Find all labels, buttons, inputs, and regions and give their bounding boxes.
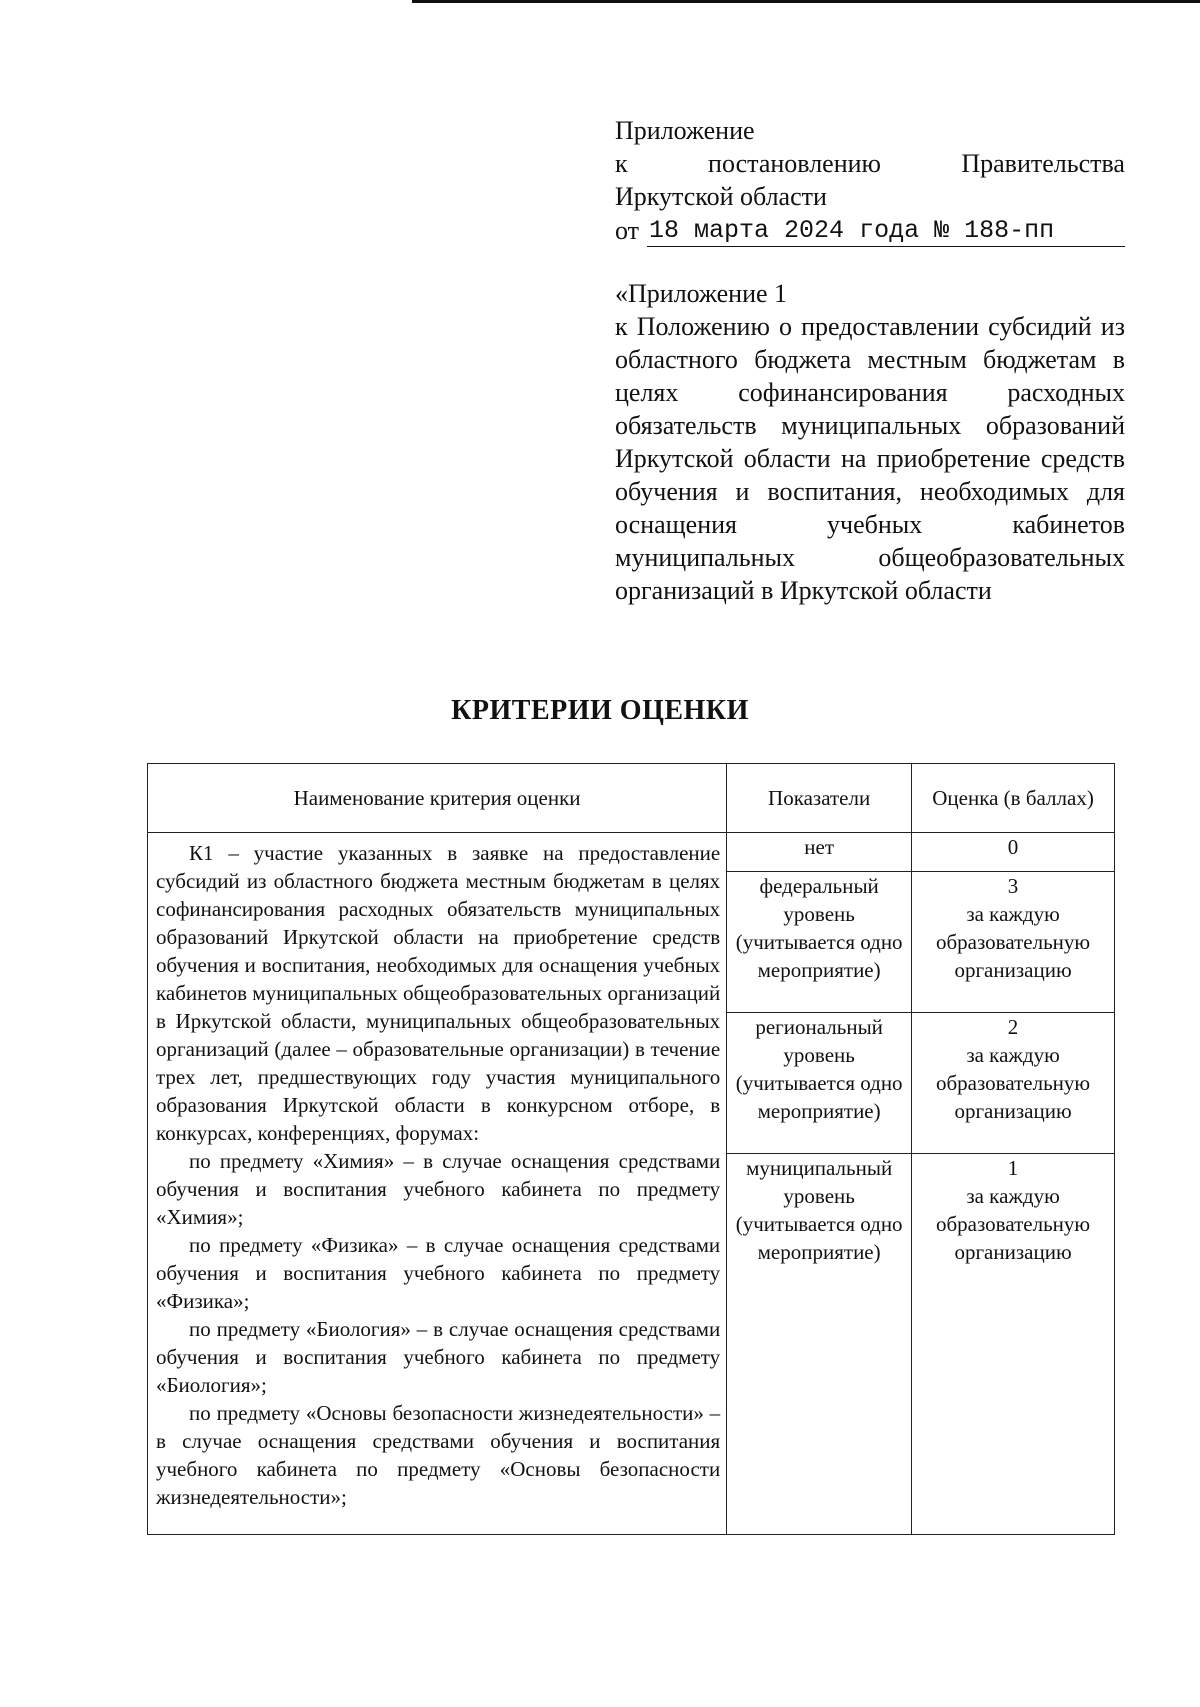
header-indicators: Показатели	[727, 764, 912, 833]
score-note: за каждую образовательную организацию	[936, 1184, 1091, 1264]
document-title: КРИТЕРИИ ОЦЕНКИ	[451, 695, 749, 726]
score-cell	[912, 872, 1115, 1013]
score-value: 2	[1007, 1015, 1019, 1039]
top-rule	[412, 0, 1200, 3]
indicator-cell: федеральный уровень (учитывается одно мероприятие)	[727, 872, 912, 1013]
annex-resolution-line	[615, 147, 1125, 180]
criterion-paragraph: по предмету «Химия» – в случае оснащения средствами обучения и воспитания учебного кабинета по предмету «Химия»;	[156, 1149, 721, 1229]
sub-annex-title: «Приложение 1	[615, 279, 788, 308]
annex-header	[615, 114, 1125, 247]
header-name: Наименование критерия оценки	[148, 764, 727, 833]
sub-annex	[615, 277, 1125, 607]
table-row	[148, 833, 1115, 872]
indicator-cell: муниципальный уровень (учитывается одно мероприятие)	[727, 1154, 912, 1535]
score-note: за каждую образовательную организацию	[936, 902, 1091, 982]
date-value: 18 марта 2024 года № 188-пп	[647, 216, 1125, 247]
score-value: 0	[1007, 835, 1019, 859]
score-note: за каждую образовательную организацию	[936, 1043, 1091, 1123]
annex-date-line	[615, 214, 1125, 247]
score-value: 3	[1007, 874, 1019, 898]
government-word: Правительства	[961, 149, 1125, 178]
criterion-paragraph: по предмету «Физика» – в случае оснащения средствами обучения и воспитания учебного кабинета по предмету «Физика»;	[156, 1233, 721, 1313]
criteria-table	[147, 763, 1115, 1535]
header-score: Оценка (в баллах)	[912, 764, 1115, 833]
criterion-paragraph: по предмету «Биология» – в случае оснащения средствами обучения и воспитания учебного кабинета по предмету «Биология»;	[156, 1317, 721, 1397]
indicator-cell: региональный уровень (учитывается одно мероприятие)	[727, 1013, 912, 1154]
sub-annex-text: к Положению о предоставлении субсидий из областного бюджета местным бюджетам в целях софинансирования расходных обязательств муниципальных образований Иркутской области на приобретение средств обучения и воспитания, необходимых для оснащения учебных кабинетов муниципальных общеобразовательных организаций в Иркутской области	[615, 312, 1125, 605]
criterion-text	[148, 833, 726, 1519]
score-cell	[912, 833, 1115, 872]
score-value: 1	[1007, 1156, 1019, 1180]
resolution-word: постановлению	[708, 149, 881, 178]
annex-label: Приложение	[615, 116, 755, 145]
indicator-cell: нет	[727, 833, 912, 872]
criterion-paragraph: по предмету «Основы безопасности жизнедеятельности» – в случае оснащения средствами обучения и воспитания учебного кабинета по предмету «Основы безопасности жизнедеятельности»;	[156, 1401, 721, 1509]
date-prefix: от	[615, 216, 640, 245]
score-cell	[912, 1154, 1115, 1535]
criterion-paragraph: К1 – участие указанных в заявке на предоставление субсидий из областного бюджета местным бюджетам в целях софинансирования расходных обязательств муниципальных образований Иркутской области на приобретение средств обучения и воспитания, необходимых для оснащения учебных кабинетов муниципальных общеобразовательных организаций в Иркутской области, муниципальных общеобразовательных организаций (далее – образовательные организации) в течение трех лет, предшествующих году участия муниципального образования Иркутской области в конкурсном отборе, в конкурсах, конференциях, форумах:	[156, 841, 721, 1145]
score-cell	[912, 1013, 1115, 1154]
to-word: к	[615, 149, 628, 178]
annex-region: Иркутской области	[615, 182, 827, 211]
criterion-cell	[148, 833, 727, 1535]
table-header-row	[148, 764, 1115, 833]
